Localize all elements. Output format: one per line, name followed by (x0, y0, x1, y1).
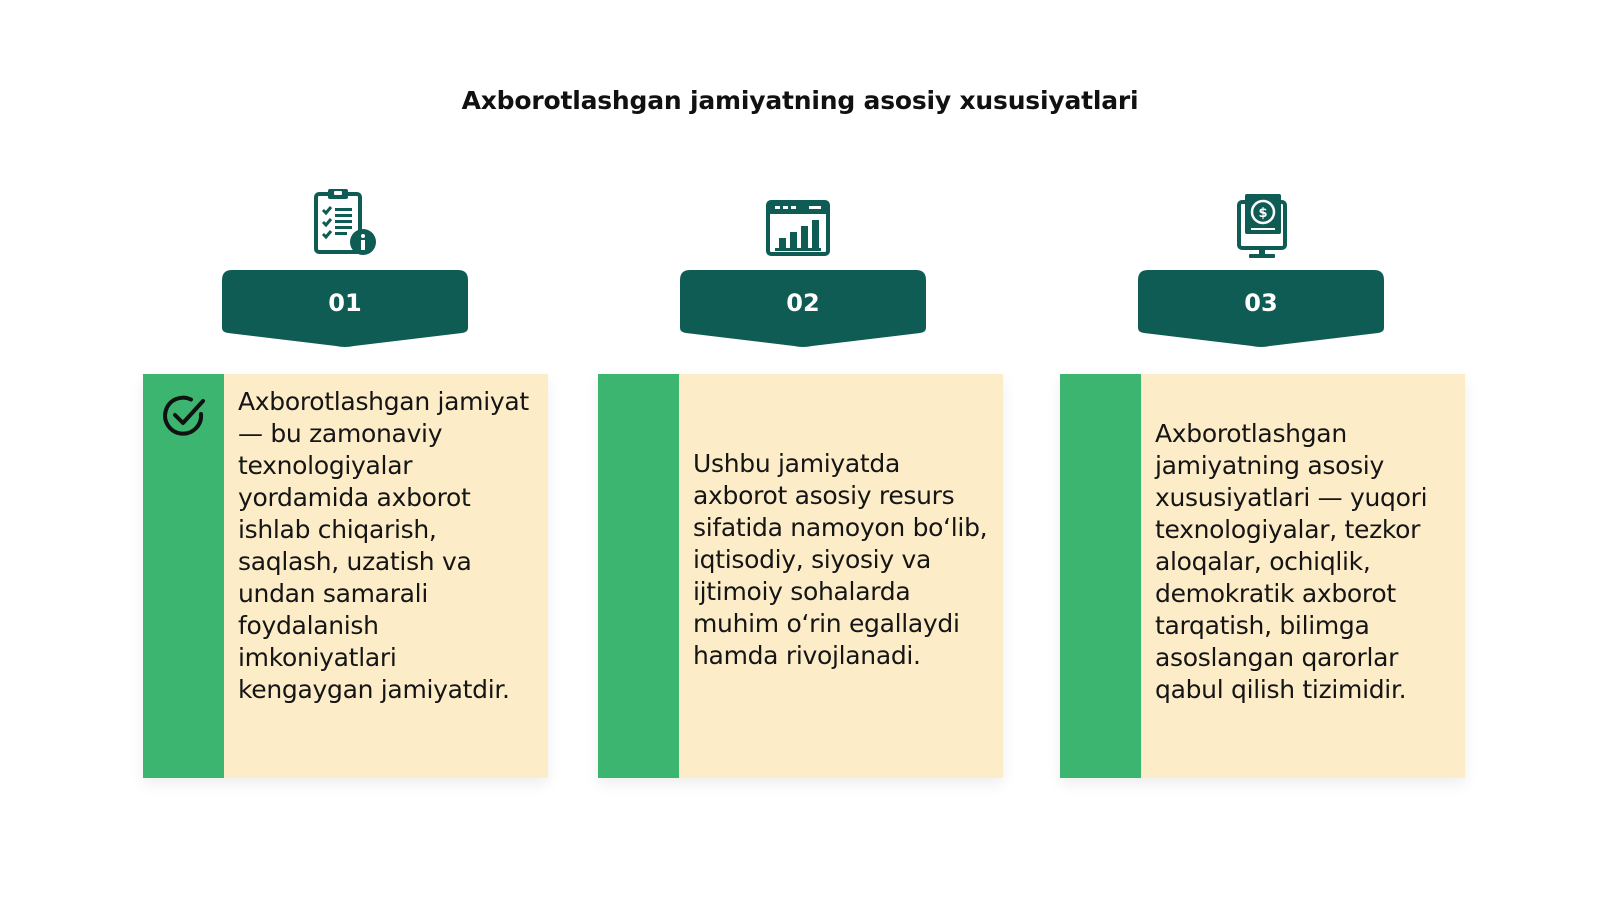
info-card-2 (598, 374, 1003, 778)
card-stripe (143, 374, 224, 778)
step-badge-1 (222, 270, 468, 350)
card-stripe (1060, 374, 1141, 778)
info-card-1 (143, 374, 548, 778)
step-number: 03 (1244, 289, 1278, 317)
step-badge-2 (680, 270, 926, 350)
browser-bar-chart-icon (765, 194, 831, 258)
info-card-3 (1060, 374, 1465, 778)
card-text: Axborotlashgan jamiyatning asosiy xususiyatlari — yuqori texnologiyalar, tezkor aloqalar, ochiqlik, demokratik axborot tarqatish, bilimga asoslangan qarorlar qabul qilish tizimidir. (1155, 419, 1428, 704)
card-text: Axborotlashgan jamiyat — bu zamonaviy texnologiyalar yordamida axborot ishlab chiqarish, saqlash, uzatish va undan samarali foydalanish imkoniyatlari kengaygan jamiyatdir. (238, 387, 529, 704)
monitor-dollar-icon (1235, 190, 1289, 260)
check-circle-icon (161, 392, 209, 440)
card-text: Ushbu jamiyatda axborot asosiy resurs sifatida namoyon bo‘lib, iqtisodiy, siyosiy va ijtimoiy sohalarda muhim o‘rin egallaydi hamda rivojlanadi. (693, 449, 988, 670)
clipboard-checklist-info-icon (310, 188, 380, 258)
step-number: 01 (328, 289, 362, 317)
card-stripe (598, 374, 679, 778)
page-title: Axborotlashgan jamiyatning asosiy xususiyatlari (461, 86, 1139, 115)
svg-text:$: $ (1258, 206, 1268, 221)
step-number: 02 (786, 289, 820, 317)
step-badge-3 (1138, 270, 1384, 350)
